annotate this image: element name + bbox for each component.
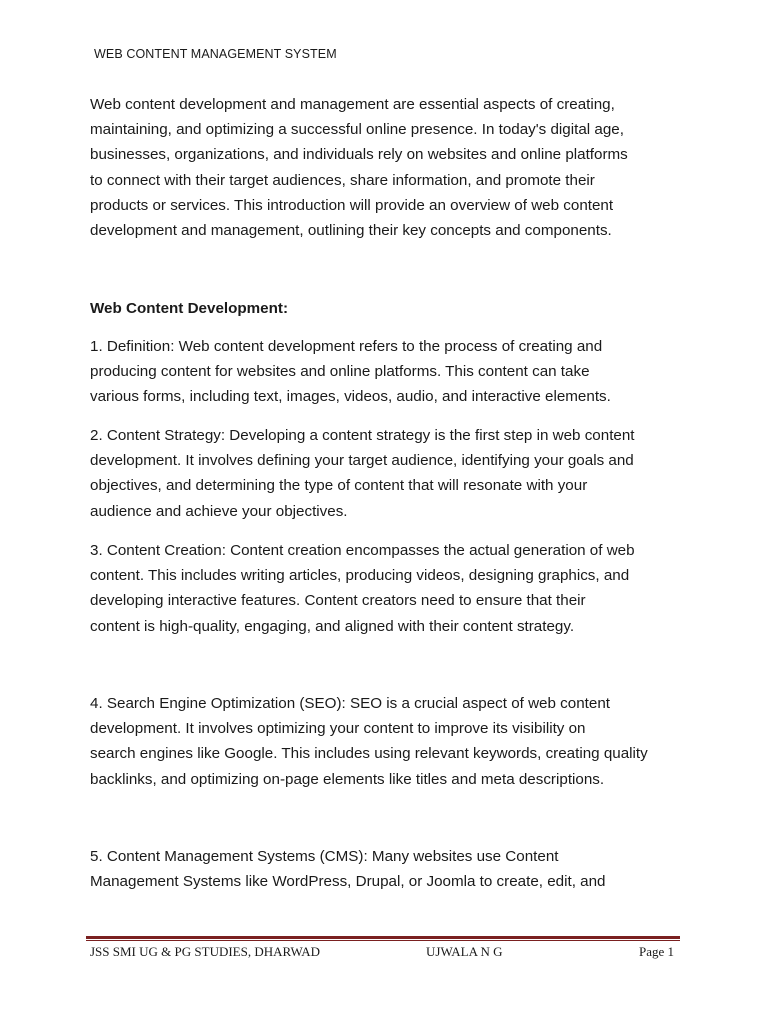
footer-divider-thin: [86, 940, 680, 941]
list-item-seo: [90, 691, 690, 792]
list-item-line: backlinks, and optimizing on-page elements like titles and meta descriptions.: [90, 770, 605, 788]
list-item-line: 3. Content Creation: Content creation encompasses the actual generation of web: [90, 542, 635, 559]
intro-line: products or services. This introduction will provide an overview of web content: [90, 196, 614, 214]
intro-paragraph: [90, 92, 690, 243]
list-item-line: search engines like Google. This includes using relevant keywords, creating quality: [90, 745, 648, 763]
list-item-content-strategy: [90, 423, 690, 524]
list-item-line: developing interactive features. Content creators need to ensure that their: [90, 592, 586, 610]
list-item-cms: [90, 844, 690, 894]
list-item-content-creation: [90, 538, 690, 639]
intro-line: Web content development and management are essential aspects of creating,: [90, 96, 615, 113]
footer-divider: [86, 936, 680, 939]
footer-page-number: Page 1: [639, 944, 675, 959]
footer-author: UJWALA N G: [426, 944, 503, 959]
section-heading-text: Web Content Development:: [90, 300, 289, 317]
list-item-line: objectives, and determining the type of content that will resonate with your: [90, 477, 588, 495]
intro-line: maintaining, and optimizing a successful online presence. In today's digital age,: [90, 121, 624, 139]
list-item-line: content is high-quality, engaging, and aligned with their content strategy.: [90, 617, 575, 635]
list-item-line: Management Systems like WordPress, Drupal, or Joomla to create, edit, and: [90, 873, 606, 891]
footer-institution: JSS SMI UG & PG STUDIES, DHARWAD: [90, 944, 321, 959]
list-item-line: 1. Definition: Web content development refers to the process of creating and: [90, 338, 603, 355]
list-item-line: development. It involves defining your target audience, identifying your goals and: [90, 452, 634, 470]
intro-line: businesses, organizations, and individuals rely on websites and online platforms: [90, 146, 628, 164]
list-item-line: content. This includes writing articles, producing videos, designing graphics, and: [90, 567, 630, 585]
intro-line: development and management, outlining their key concepts and components.: [90, 222, 612, 240]
list-item-line: development. It involves optimizing your content to improve its visibility on: [90, 720, 586, 738]
list-item-line: 5. Content Management Systems (CMS): Many websites use Content: [90, 848, 559, 865]
list-item-line: 4. Search Engine Optimization (SEO): SEO is a crucial aspect of web content: [90, 695, 610, 712]
list-item-line: 2. Content Strategy: Developing a content strategy is the first step in web content: [90, 427, 635, 444]
list-item-definition: [90, 334, 690, 410]
list-item-line: audience and achieve your objectives.: [90, 502, 348, 520]
list-item-line: various forms, including text, images, videos, audio, and interactive elements.: [90, 388, 611, 406]
page-header-title: WEB CONTENT MANAGEMENT SYSTEM: [94, 47, 337, 61]
intro-line: to connect with their target audiences, share information, and promote their: [90, 171, 595, 189]
section-heading: [90, 296, 690, 321]
list-item-line: producing content for websites and online platforms. This content can take: [90, 363, 590, 381]
